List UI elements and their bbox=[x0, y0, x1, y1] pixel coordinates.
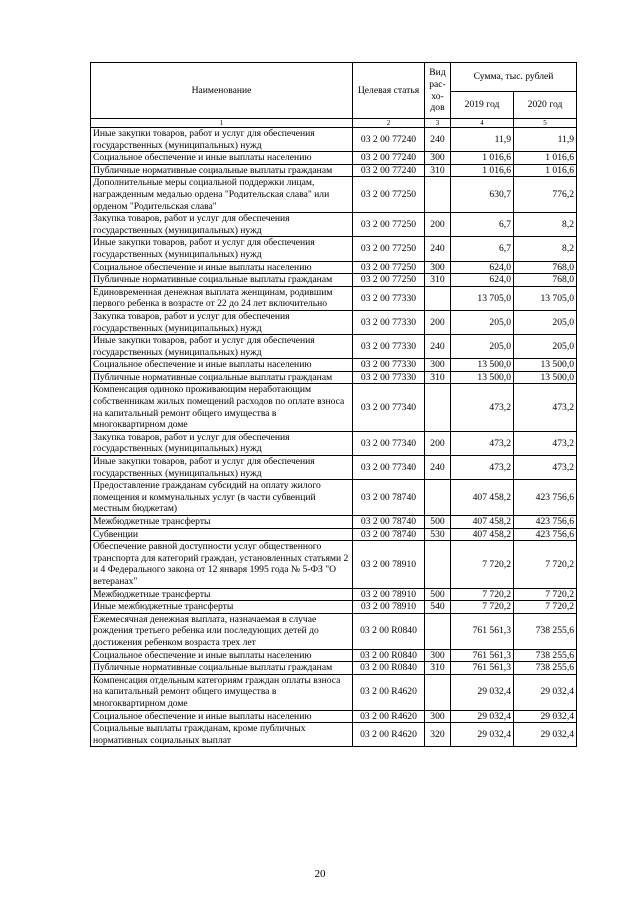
row-value-2019: 1 016,6 bbox=[451, 152, 514, 165]
table-body bbox=[91, 128, 577, 747]
row-value-2020: 8,2 bbox=[514, 237, 577, 261]
table-row bbox=[91, 588, 577, 601]
row-value-2019: 473,2 bbox=[451, 384, 514, 431]
table-row bbox=[91, 152, 577, 165]
row-vid: 300 bbox=[425, 261, 451, 274]
table-row bbox=[91, 431, 577, 455]
row-value-2019: 7 720,2 bbox=[451, 588, 514, 601]
row-value-2019: 13 705,0 bbox=[451, 286, 514, 310]
row-value-2020: 738 255,6 bbox=[514, 649, 577, 662]
row-code: 03 2 00 77250 bbox=[353, 274, 425, 287]
row-vid: 530 bbox=[425, 528, 451, 541]
row-value-2019: 630,7 bbox=[451, 177, 514, 213]
row-value-2019: 761 561,3 bbox=[451, 613, 514, 649]
row-name: Дополнительные меры социальной поддержки лицам, награжденным медалью ордена "Родительская слава" или орденом "Родительская слава" bbox=[91, 177, 353, 213]
table-row bbox=[91, 164, 577, 177]
row-value-2020: 768,0 bbox=[514, 261, 577, 274]
row-name: Иные закупки товаров, работ и услуг для обеспечения государственных (муниципальных) нужд bbox=[91, 335, 353, 359]
row-vid: 240 bbox=[425, 335, 451, 359]
row-name: Социальные выплаты гражданам, кроме публичных нормативных социальных выплат bbox=[91, 723, 353, 747]
row-code: 03 2 00 77240 bbox=[353, 128, 425, 152]
row-code: 03 2 00 78910 bbox=[353, 541, 425, 588]
row-value-2019: 624,0 bbox=[451, 261, 514, 274]
row-value-2020: 205,0 bbox=[514, 310, 577, 334]
page-number: 20 bbox=[314, 868, 326, 880]
row-value-2019: 407 458,2 bbox=[451, 528, 514, 541]
row-vid: 300 bbox=[425, 710, 451, 723]
row-value-2020: 423 756,6 bbox=[514, 480, 577, 516]
row-vid: 310 bbox=[425, 164, 451, 177]
row-vid bbox=[425, 286, 451, 310]
table-row bbox=[91, 359, 577, 372]
row-value-2020: 7 720,2 bbox=[514, 588, 577, 601]
row-name: Иные закупки товаров, работ и услуг для обеспечения государственных (муниципальных) нужд bbox=[91, 237, 353, 261]
row-value-2019: 13 500,0 bbox=[451, 371, 514, 384]
row-value-2020: 11,9 bbox=[514, 128, 577, 152]
row-vid: 240 bbox=[425, 237, 451, 261]
row-vid: 310 bbox=[425, 371, 451, 384]
index-cell: 4 bbox=[451, 119, 514, 128]
row-value-2020: 13 500,0 bbox=[514, 359, 577, 372]
table-header bbox=[91, 63, 577, 128]
table-row bbox=[91, 335, 577, 359]
table-row bbox=[91, 649, 577, 662]
row-code: 03 2 00 R4620 bbox=[353, 674, 425, 710]
table-row bbox=[91, 371, 577, 384]
row-code: 03 2 00 77240 bbox=[353, 164, 425, 177]
row-code: 03 2 00 77340 bbox=[353, 384, 425, 431]
header-vid: Вид рас-хо-дов bbox=[425, 63, 451, 119]
row-value-2020: 473,2 bbox=[514, 456, 577, 480]
row-name: Социальное обеспечение и иные выплаты населению bbox=[91, 710, 353, 723]
table-row bbox=[91, 237, 577, 261]
row-vid: 320 bbox=[425, 723, 451, 747]
table-row bbox=[91, 674, 577, 710]
table-row bbox=[91, 541, 577, 588]
row-value-2020: 13 500,0 bbox=[514, 371, 577, 384]
index-cell: 2 bbox=[353, 119, 425, 128]
row-code: 03 2 00 77330 bbox=[353, 371, 425, 384]
row-value-2019: 761 561,3 bbox=[451, 662, 514, 675]
table-row bbox=[91, 286, 577, 310]
row-vid: 500 bbox=[425, 516, 451, 529]
table-row bbox=[91, 177, 577, 213]
header-sum: Сумма, тыс. рублей bbox=[451, 63, 577, 92]
row-vid bbox=[425, 177, 451, 213]
row-name: Компенсация отдельным категориям граждан оплаты взноса на капитальный ремонт общего имущества в многоквартирном доме bbox=[91, 674, 353, 710]
row-name: Публичные нормативные социальные выплаты гражданам bbox=[91, 274, 353, 287]
row-code: 03 2 00 77340 bbox=[353, 456, 425, 480]
header-name: Наименование bbox=[91, 63, 353, 119]
table-row bbox=[91, 613, 577, 649]
row-value-2020: 29 032,4 bbox=[514, 723, 577, 747]
row-value-2020: 13 705,0 bbox=[514, 286, 577, 310]
row-code: 03 2 00 R0840 bbox=[353, 613, 425, 649]
row-name: Социальное обеспечение и иные выплаты населению bbox=[91, 152, 353, 165]
row-name: Предоставление гражданам субсидий на оплату жилого помещения и коммунальных услуг (в части субвенций местным бюджетам) bbox=[91, 480, 353, 516]
row-value-2019: 1 016,6 bbox=[451, 164, 514, 177]
table-row bbox=[91, 662, 577, 675]
row-name: Закупка товаров, работ и услуг для обеспечения государственных (муниципальных) нужд bbox=[91, 213, 353, 237]
row-value-2019: 29 032,4 bbox=[451, 674, 514, 710]
row-value-2019: 7 720,2 bbox=[451, 601, 514, 614]
row-name: Иные закупки товаров, работ и услуг для обеспечения государственных (муниципальных) нужд bbox=[91, 456, 353, 480]
row-code: 03 2 00 77330 bbox=[353, 359, 425, 372]
row-vid bbox=[425, 384, 451, 431]
row-name: Социальное обеспечение и иные выплаты населению bbox=[91, 359, 353, 372]
row-value-2019: 29 032,4 bbox=[451, 723, 514, 747]
row-name: Публичные нормативные социальные выплаты гражданам bbox=[91, 662, 353, 675]
table-row bbox=[91, 213, 577, 237]
row-value-2019: 6,7 bbox=[451, 237, 514, 261]
index-cell: 5 bbox=[514, 119, 577, 128]
row-value-2020: 423 756,6 bbox=[514, 516, 577, 529]
table-row bbox=[91, 456, 577, 480]
row-vid: 500 bbox=[425, 588, 451, 601]
row-vid: 300 bbox=[425, 649, 451, 662]
table-row bbox=[91, 384, 577, 431]
row-vid: 200 bbox=[425, 310, 451, 334]
index-cell: 1 bbox=[91, 119, 353, 128]
row-name: Единовременная денежная выплата женщинам, родившим первого ребенка в возрасте от 22 до 24 лет включительно bbox=[91, 286, 353, 310]
row-code: 03 2 00 78740 bbox=[353, 516, 425, 529]
row-code: 03 2 00 78740 bbox=[353, 528, 425, 541]
row-name: Межбюджетные трансферты bbox=[91, 588, 353, 601]
row-value-2020: 423 756,6 bbox=[514, 528, 577, 541]
row-value-2020: 776,2 bbox=[514, 177, 577, 213]
budget-table bbox=[90, 62, 577, 747]
row-code: 03 2 00 77340 bbox=[353, 431, 425, 455]
index-cell: 3 bbox=[425, 119, 451, 128]
row-code: 03 2 00 78740 bbox=[353, 480, 425, 516]
row-value-2020: 7 720,2 bbox=[514, 541, 577, 588]
row-value-2019: 407 458,2 bbox=[451, 516, 514, 529]
table-row bbox=[91, 480, 577, 516]
row-code: 03 2 00 77330 bbox=[353, 335, 425, 359]
row-value-2020: 768,0 bbox=[514, 274, 577, 287]
row-vid: 540 bbox=[425, 601, 451, 614]
table-row bbox=[91, 128, 577, 152]
row-value-2019: 11,9 bbox=[451, 128, 514, 152]
row-vid: 300 bbox=[425, 152, 451, 165]
row-code: 03 2 00 R4620 bbox=[353, 723, 425, 747]
row-vid: 240 bbox=[425, 128, 451, 152]
table-row bbox=[91, 601, 577, 614]
row-value-2019: 7 720,2 bbox=[451, 541, 514, 588]
row-value-2020: 29 032,4 bbox=[514, 710, 577, 723]
table-row bbox=[91, 516, 577, 529]
row-value-2020: 1 016,6 bbox=[514, 152, 577, 165]
row-code: 03 2 00 78910 bbox=[353, 601, 425, 614]
row-value-2019: 761 561,3 bbox=[451, 649, 514, 662]
row-name: Ежемесячная денежная выплата, назначаемая в случае рождения третьего ребенка или последующих детей до достижения ребенком возраста трех лет bbox=[91, 613, 353, 649]
row-value-2019: 6,7 bbox=[451, 213, 514, 237]
row-name: Закупка товаров, работ и услуг для обеспечения государственных (муниципальных) нужд bbox=[91, 310, 353, 334]
row-value-2020: 8,2 bbox=[514, 213, 577, 237]
row-value-2019: 473,2 bbox=[451, 431, 514, 455]
table-row bbox=[91, 261, 577, 274]
row-value-2019: 13 500,0 bbox=[451, 359, 514, 372]
row-vid: 300 bbox=[425, 359, 451, 372]
row-value-2019: 205,0 bbox=[451, 310, 514, 334]
row-code: 03 2 00 77250 bbox=[353, 177, 425, 213]
row-value-2020: 473,2 bbox=[514, 384, 577, 431]
row-value-2020: 473,2 bbox=[514, 431, 577, 455]
row-code: 03 2 00 R0840 bbox=[353, 649, 425, 662]
row-name: Обеспечение равной доступности услуг общественного транспорта для категорий граждан, установленных статьями 2 и 4 Федерального закона от 12 января 1995 года № 5-ФЗ "О ветеранах" bbox=[91, 541, 353, 588]
header-year-2020: 2020 год bbox=[514, 92, 577, 119]
table-row bbox=[91, 723, 577, 747]
row-value-2019: 29 032,4 bbox=[451, 710, 514, 723]
table-row bbox=[91, 710, 577, 723]
row-name: Социальное обеспечение и иные выплаты населению bbox=[91, 649, 353, 662]
row-code: 03 2 00 77250 bbox=[353, 261, 425, 274]
row-code: 03 2 00 77250 bbox=[353, 213, 425, 237]
row-code: 03 2 00 R4620 bbox=[353, 710, 425, 723]
row-code: 03 2 00 78910 bbox=[353, 588, 425, 601]
row-name: Публичные нормативные социальные выплаты гражданам bbox=[91, 164, 353, 177]
row-value-2019: 407 458,2 bbox=[451, 480, 514, 516]
column-index-row bbox=[91, 119, 577, 128]
row-vid bbox=[425, 541, 451, 588]
row-vid: 310 bbox=[425, 274, 451, 287]
row-name: Иные межбюджетные трансферты bbox=[91, 601, 353, 614]
row-vid bbox=[425, 674, 451, 710]
row-value-2020: 738 255,6 bbox=[514, 662, 577, 675]
row-name: Закупка товаров, работ и услуг для обеспечения государственных (муниципальных) нужд bbox=[91, 431, 353, 455]
header-code: Целевая статья bbox=[353, 63, 425, 119]
row-name: Межбюджетные трансферты bbox=[91, 516, 353, 529]
row-code: 03 2 00 77240 bbox=[353, 152, 425, 165]
row-value-2020: 7 720,2 bbox=[514, 601, 577, 614]
row-vid: 200 bbox=[425, 213, 451, 237]
row-value-2020: 1 016,6 bbox=[514, 164, 577, 177]
row-vid bbox=[425, 613, 451, 649]
row-vid bbox=[425, 480, 451, 516]
row-name: Иные закупки товаров, работ и услуг для обеспечения государственных (муниципальных) нужд bbox=[91, 128, 353, 152]
row-name: Социальное обеспечение и иные выплаты населению bbox=[91, 261, 353, 274]
row-vid: 310 bbox=[425, 662, 451, 675]
row-name: Компенсация одиноко проживающим неработающим собственникам жилых помещений расходов по оплате взноса на капитальный ремонт общего имущества в многоквартирном доме bbox=[91, 384, 353, 431]
row-name: Субвенции bbox=[91, 528, 353, 541]
row-code: 03 2 00 77330 bbox=[353, 310, 425, 334]
row-code: 03 2 00 R0840 bbox=[353, 662, 425, 675]
row-value-2020: 29 032,4 bbox=[514, 674, 577, 710]
row-code: 03 2 00 77250 bbox=[353, 237, 425, 261]
row-vid: 240 bbox=[425, 456, 451, 480]
row-vid: 200 bbox=[425, 431, 451, 455]
row-value-2020: 738 255,6 bbox=[514, 613, 577, 649]
row-name: Публичные нормативные социальные выплаты гражданам bbox=[91, 371, 353, 384]
row-value-2019: 205,0 bbox=[451, 335, 514, 359]
table-row bbox=[91, 310, 577, 334]
row-value-2019: 473,2 bbox=[451, 456, 514, 480]
header-year-2019: 2019 год bbox=[451, 92, 514, 119]
table-row bbox=[91, 528, 577, 541]
row-value-2020: 205,0 bbox=[514, 335, 577, 359]
table-row bbox=[91, 274, 577, 287]
row-code: 03 2 00 77330 bbox=[353, 286, 425, 310]
row-value-2019: 624,0 bbox=[451, 274, 514, 287]
